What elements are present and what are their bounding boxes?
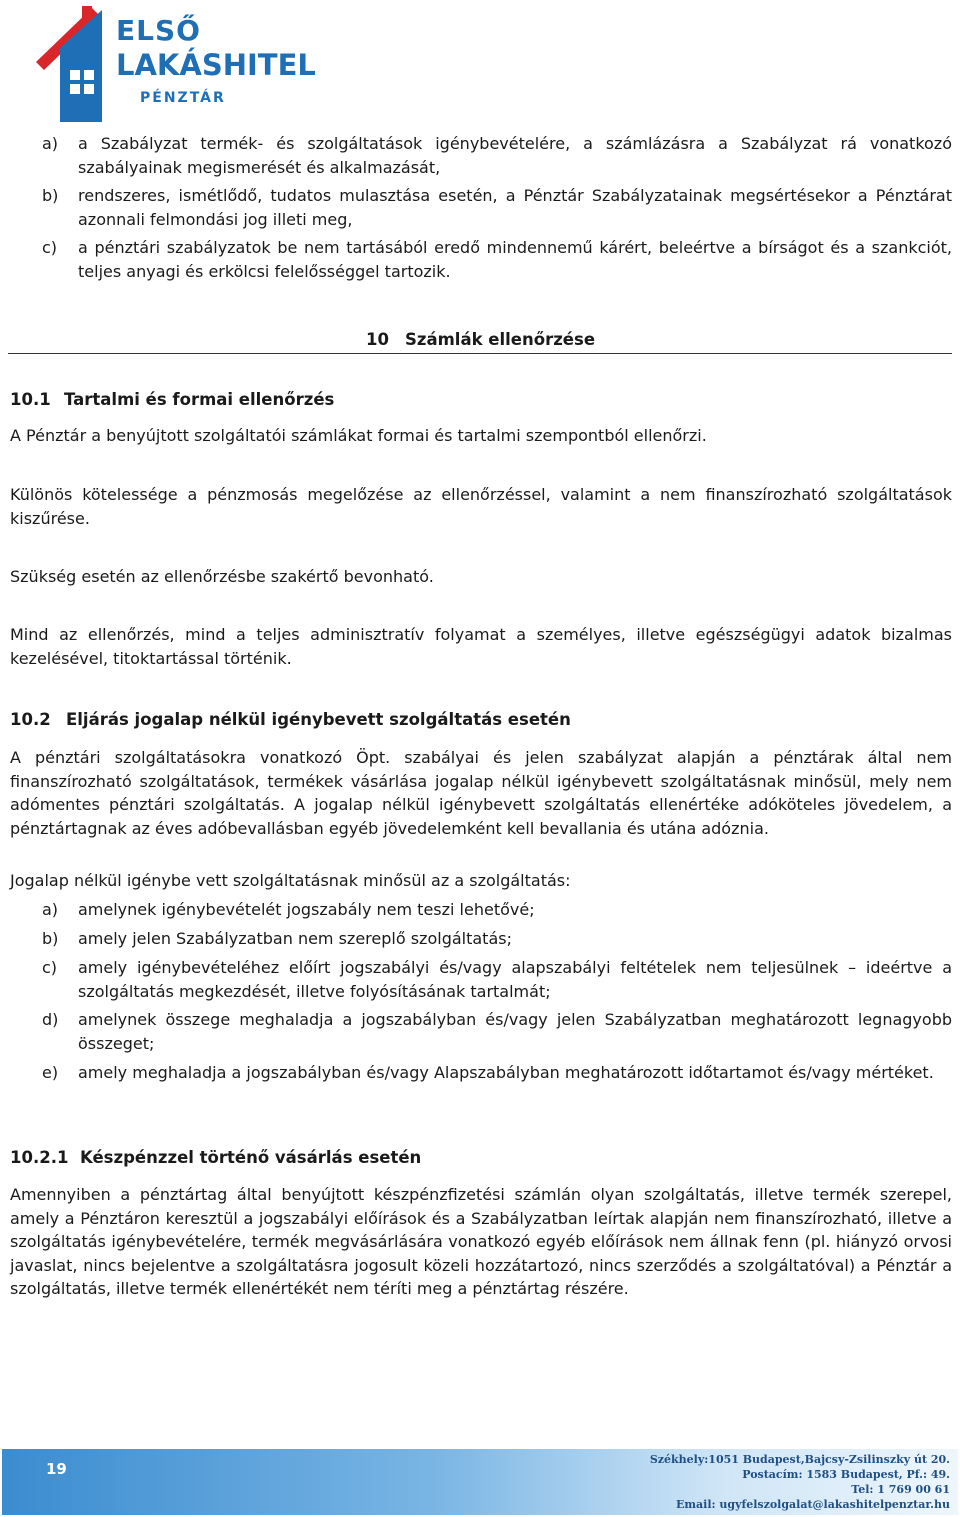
paragraph: Amennyiben a pénztártag által benyújtott készpénzfizetési számlán olyan szolgáltatás, illetve termék szerepel, amely a Pénztáron keresztül a jogszabályi előírások és a Szabályzatban leírtak alapján nem finanszírozható, illetve a szolgáltatás igénybevételére, termék megvásárlására vonatkozó egyéb előírások nem állnak fenn (pl. hiányzó orvosi javaslat, nincs bejelentve a szolgáltatásra jogosult közeli hozzátartozó, nincs szerződés a szolgáltatóval) a Pénztár a szolgáltatás, illetve termék ellenértékét nem téríti meg a pénztártag részére. [10, 1185, 952, 1298]
section-number: 10.1 [10, 390, 51, 409]
section-10-heading [366, 330, 595, 349]
section-number: 10.2.1 [10, 1148, 69, 1167]
list-text: amely jelen Szabályzatban nem szereplő szolgáltatás; [78, 929, 512, 948]
section-number: 10.2 [10, 710, 51, 729]
paragraph: Szükség esetén az ellenőrzésbe szakértő bevonható. [10, 567, 434, 586]
list-label: e) [42, 1063, 59, 1082]
list-label: b) [42, 929, 59, 948]
footer-address: Székhely:1051 Budapest,Bajcsy-Zsilinszky út 20. [649, 1453, 950, 1466]
heading-divider [8, 353, 952, 354]
page-footer [2, 1449, 958, 1515]
list-text: amelynek igénybevételét jogszabály nem teszi lehetővé; [78, 900, 535, 919]
list-item-d [42, 1008, 952, 1056]
section-title: Készpénzzel történő vásárlás esetén [80, 1148, 422, 1167]
section-title: Tartalmi és formai ellenőrzés [64, 390, 335, 409]
page-number: 19 [46, 1460, 67, 1478]
list-item-b [42, 927, 952, 951]
intro-list-item-b [42, 184, 952, 232]
paragraph: Különös kötelessége a pénzmosás megelőzése az ellenőrzéssel, valamint a nem finanszírozható szolgáltatások kiszűrése. [10, 485, 952, 528]
intro-list-item-c [42, 236, 952, 284]
section-10-2-heading [10, 710, 571, 729]
footer-contact-info [650, 1452, 950, 1512]
section-10-2-1-heading [10, 1148, 421, 1167]
list-text: amely igénybevételéhez előírt jogszabályi és/vagy alapszabályi feltételek nem teljesülnek – ideértve a szolgáltatás megkezdését, illetve folyósításának tartalmát; [78, 958, 952, 1001]
list-text: amely meghaladja a jogszabályban és/vagy Alapszabályban meghatározott időtartamot és/vagy mértéket. [78, 1063, 934, 1082]
logo-text-line2: LAKÁSHITEL [116, 48, 316, 82]
list-text: amelynek összege meghaladja a jogszabályban és/vagy jelen Szabályzatban meghatározott legnagyobb összeget; [78, 1010, 952, 1053]
intro-list-item-a [42, 132, 952, 180]
section-title: Számlák ellenőrzése [404, 330, 596, 349]
list-label: a) [42, 900, 59, 919]
list-item-c [42, 956, 952, 1004]
section-number: 10 [366, 330, 389, 349]
house-icon [30, 4, 112, 122]
list-label: b) [42, 186, 59, 205]
footer-email: Email: ugyfelszolgalat@lakashitelpenztar.hu [676, 1498, 950, 1511]
paragraph: A Pénztár a benyújtott szolgáltatói számlákat formai és tartalmi szempontból ellenőrzi. [10, 426, 707, 445]
logo-text-line1: ELSŐ [116, 14, 201, 47]
list-item-e [42, 1061, 952, 1109]
list-label: d) [42, 1010, 59, 1029]
list-text: a pénztári szabályzatok be nem tartásából eredő mindennemű kárért, beleértve a bírságot és a szankciót, teljes anyagi és erkölcsi felelősséggel tartozik. [78, 238, 952, 281]
list-label: a) [42, 134, 59, 153]
list-text: rendszeres, ismétlődő, tudatos mulasztása esetén, a Pénztár Szabályzatainak megsértésekor a Pénztárat azonnali felmondási jog illeti meg, [78, 186, 952, 229]
paragraph: Mind az ellenőrzés, mind a teljes adminisztratív folyamat a személyes, illetve egészségügyi adatok bizalmas kezelésével, titoktartással történik. [10, 625, 952, 668]
section-title: Eljárás jogalap nélkül igénybevett szolgáltatás esetén [66, 710, 571, 729]
section-10-1-heading [10, 390, 334, 409]
list-label: c) [42, 958, 58, 977]
list-label: c) [42, 238, 58, 257]
paragraph: A pénztári szolgáltatásokra vonatkozó Öpt. szabályai és jelen szabályzat alapján a pénztárak által nem finanszírozható szolgáltatások, termékek vásárlása jogalap nélkül igénybevett szolgáltatásnak minősül, mely nem adómentes pénztári szolgáltatás. A jogalap nélkül igénybevett szolgáltatás ellenértéke adóköteles jövedelem, a pénztártagnak az éves adóbevallásban egyéb jövedelemként kell bevallania és utána adóznia. [10, 748, 952, 838]
list-intro: Jogalap nélkül igénybe vett szolgáltatásnak minősül az a szolgáltatás: [10, 871, 571, 890]
company-logo [30, 4, 316, 122]
list-text: a Szabályzat termék- és szolgáltatások igénybevételére, a számlázásra a Szabályzat rá vonatkozó szabályainak megismerését és alkalmazását, [78, 134, 952, 177]
logo-text-line3: PÉNZTÁR [140, 90, 226, 106]
footer-phone: Tel: 1 769 00 61 [851, 1483, 950, 1496]
list-item-a [42, 898, 952, 922]
footer-postal: Postacím: 1583 Budapest, Pf.: 49. [742, 1468, 950, 1481]
